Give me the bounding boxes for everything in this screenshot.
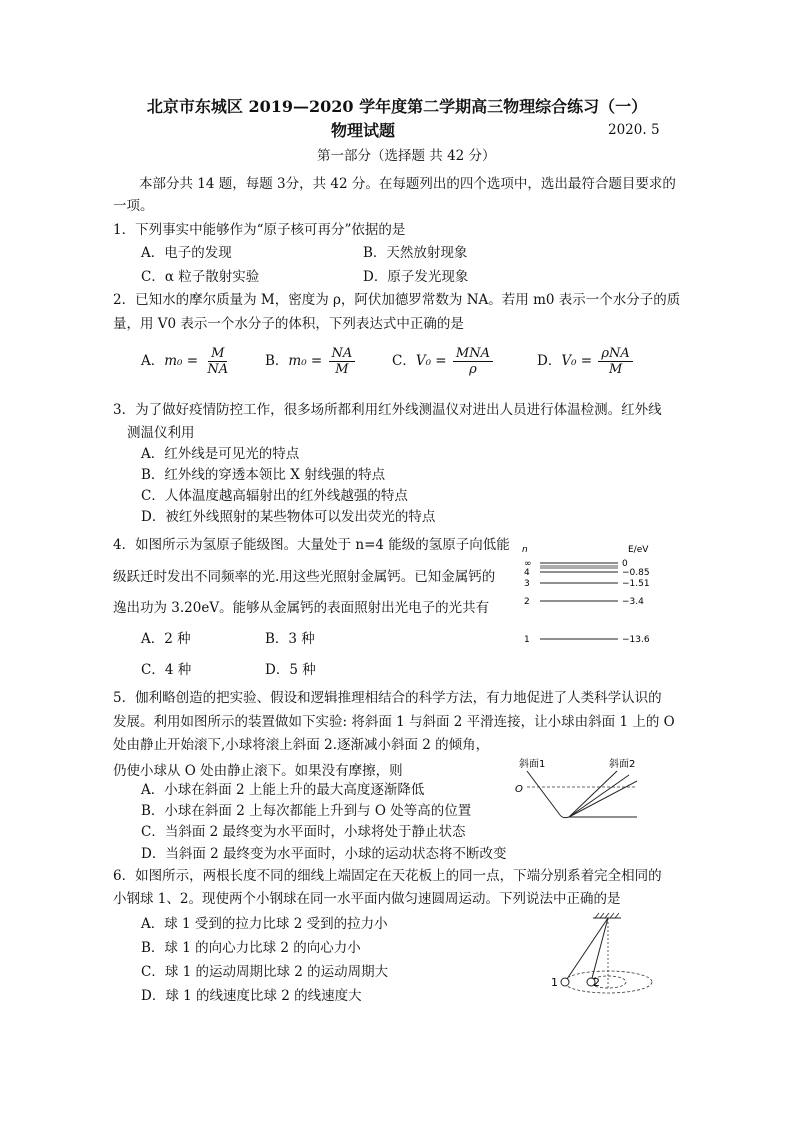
level-n-label: ∞ [524,559,532,569]
incline-1-line [527,771,560,815]
level-n-labels [524,559,532,645]
fraction-numerator: M [208,346,227,362]
q1-option-c: C．α 粒子散射实验 [141,269,260,285]
q4-option-d: D．5 种 [265,662,316,678]
q4-option-b: B．3 种 [265,631,315,647]
q2-option-d-label: D． [537,353,562,369]
q6-option-c: C．球 1 的运动周期比球 2 的运动周期大 [141,964,389,980]
energy-level-diagram [518,540,668,655]
fraction-numerator: MNA [453,346,493,362]
q5-stem-line-2: 发展。利用如图所示的装置做如下实验: 将斜面 1 与斜面 2 平滑连接，让小球由斜面 1 上的 O [113,714,675,730]
level-e-labels [622,559,650,645]
fraction-denominator: M [335,362,349,377]
q4-stem-line-3: 逸出功为 3.20eV。能够从金属钙的表面照射出光电子的光共有 [113,600,490,616]
level-energy-label: 0 [622,559,628,569]
incline-joint-curve [560,815,569,818]
ball-1-label: 1 [551,976,558,989]
incline-diagram [505,755,645,825]
intro-line-1: 本部分共 14 题，每题 3分，共 42 分。在每题列出的四个选项中，选出最符合题目要求的 [139,176,676,192]
q6-stem-line-1: 6．如图所示，两根长度不同的细线上端固定在天花板上的同一点，下端分别系着完全相同的 [113,868,662,884]
q2-option-c-fraction [453,346,493,377]
conical-pendulum-diagram [545,910,670,1000]
level-energy-label: −3.4 [622,597,644,607]
fraction-denominator: NA [207,362,229,377]
ball-1 [561,978,569,986]
q3-option-c: C．人体温度越高辐射出的红外线越强的特点 [141,488,408,504]
q2-option-d-lhs: V₀ = [561,353,593,369]
n-axis-label: n [522,545,528,555]
q4-stem-line-1: 4．如图所示为氢原子能级图。大量处于 n=4 能级的氢原子向低能 [113,537,510,553]
q5-option-d: D．当斜面 2 最终变为水平面时，小球的运动状态将不断改变 [141,846,507,862]
q1-option-a: A．电子的发现 [141,245,232,261]
q2-option-a-lhs: m₀ = [164,353,199,369]
q2-option-b-label: B． [265,353,289,369]
q5-option-c: C．当斜面 2 最终变为水平面时，小球将处于静止状态 [141,824,466,840]
q2-option-d-fraction [598,346,632,377]
q1-stem: 1．下列事实中能够作为“原子核可再分”依据的是 [113,222,406,238]
q2-option-b [265,346,355,377]
ball-2-label: 2 [593,976,600,989]
q2-option-a-fraction [204,346,231,377]
q6-option-a: A．球 1 受到的拉力比球 2 受到的拉力小 [141,916,388,932]
point-o-label: O [515,784,523,795]
q3-stem-line-2: 测温仪利用 [127,425,195,441]
fraction-numerator: NA [329,346,356,362]
q3-option-b: B．红外线的穿透本领比 X 射线强的特点 [141,467,386,483]
incline-2-label: 斜面2 [609,759,636,770]
level-n-label: 2 [524,597,530,607]
level-n-label: 4 [524,568,530,578]
q2-option-c-lhs: V₀ = [415,353,447,369]
incline-1-label: 斜面1 [519,759,546,770]
intro-line-2: 一项。 [113,198,154,214]
incline-2-line [569,771,617,817]
string-2 [591,918,608,982]
fraction-denominator: M [608,362,623,377]
q4-option-c: C．4 种 [141,662,192,678]
q2-option-d [537,346,633,377]
ceiling-hatching [595,913,619,918]
level-n-label: 3 [524,579,530,589]
energy-levels [540,563,618,639]
q6-option-b: B．球 1 的向心力比球 2 的向心力小 [141,940,361,956]
level-n-label: 1 [524,635,530,645]
energy-axis-label: E/eV [628,545,649,555]
q3-option-a: A．红外线是可见光的特点 [141,446,300,462]
level-energy-label: −1.51 [622,579,650,589]
q2-stem-line-2: 量，用 V0 表示一个水分子的体积，下列表达式中正确的是 [113,316,464,332]
q5-option-a: A．小球在斜面 2 上能上升的最大高度逐渐降低 [141,782,425,798]
q4-option-a: A．2 种 [141,631,191,647]
fraction-denominator: ρ [469,362,477,377]
q2-option-b-fraction [329,346,356,377]
q1-option-d: D．原子发光现象 [363,269,469,285]
q2-option-c [392,346,493,377]
q2-option-c-label: C． [392,353,416,369]
q3-stem-line-1: 3．为了做好疫情防控工作，很多场所都利用红外线测温仪对进出人员进行体温检测。红外线 [113,402,662,418]
q5-option-b: B．小球在斜面 2 上每次都能上升到与 O 处等高的位置 [141,803,472,819]
q2-option-b-lhs: m₀ = [288,353,323,369]
level-energy-label: −0.85 [622,568,650,578]
q2-option-a [141,346,231,377]
incline-2-lowest-line [569,781,637,817]
exam-date: 2020. 5 [608,122,660,138]
q2-option-a-label: A． [141,353,165,369]
q5-stem-line-4: 仍使小球从 O 处由静止滚下。如果没有摩擦，则 [113,763,403,779]
incline-2-lower-line [569,775,629,817]
q3-option-d: D．被红外线照射的某些物体可以发出荧光的特点 [141,509,436,525]
q5-stem-line-1: 5．伽利略创造的把实验、假设和逻辑推理相结合的科学方法，有力地促进了人类科学认识的 [113,690,662,706]
q2-stem-line-1: 2．已知水的摩尔质量为 M，密度为 ρ，阿伏加德罗常数为 NA。若用 m0 表示一个水分子的质 [113,292,681,308]
level-energy-label: −13.6 [622,635,650,645]
q1-option-b: B．天然放射现象 [363,245,468,261]
exam-title: 北京市东城区 2019—2020 学年度第二学期高三物理综合练习（一） [146,97,648,116]
subject-title: 物理试题 [331,121,396,140]
fraction-numerator: ρNA [598,346,632,362]
q6-stem-line-2: 小钢球 1、2。现使两个小钢球在同一水平面内做匀速圆周运动。下列说法中正确的是 [113,891,621,907]
q4-stem-line-2: 级跃迁时发出不同频率的光.用这些光照射金属钙。已知金属钙的 [113,569,496,585]
q6-option-d: D．球 1 的线速度比球 2 的线速度大 [141,988,362,1004]
part-heading: 第一部分（选择题 共 42 分） [317,148,496,164]
q5-stem-line-3: 处由静止开始滚下,小球将滚上斜面 2.逐渐减小斜面 2 的倾角， [113,737,490,753]
